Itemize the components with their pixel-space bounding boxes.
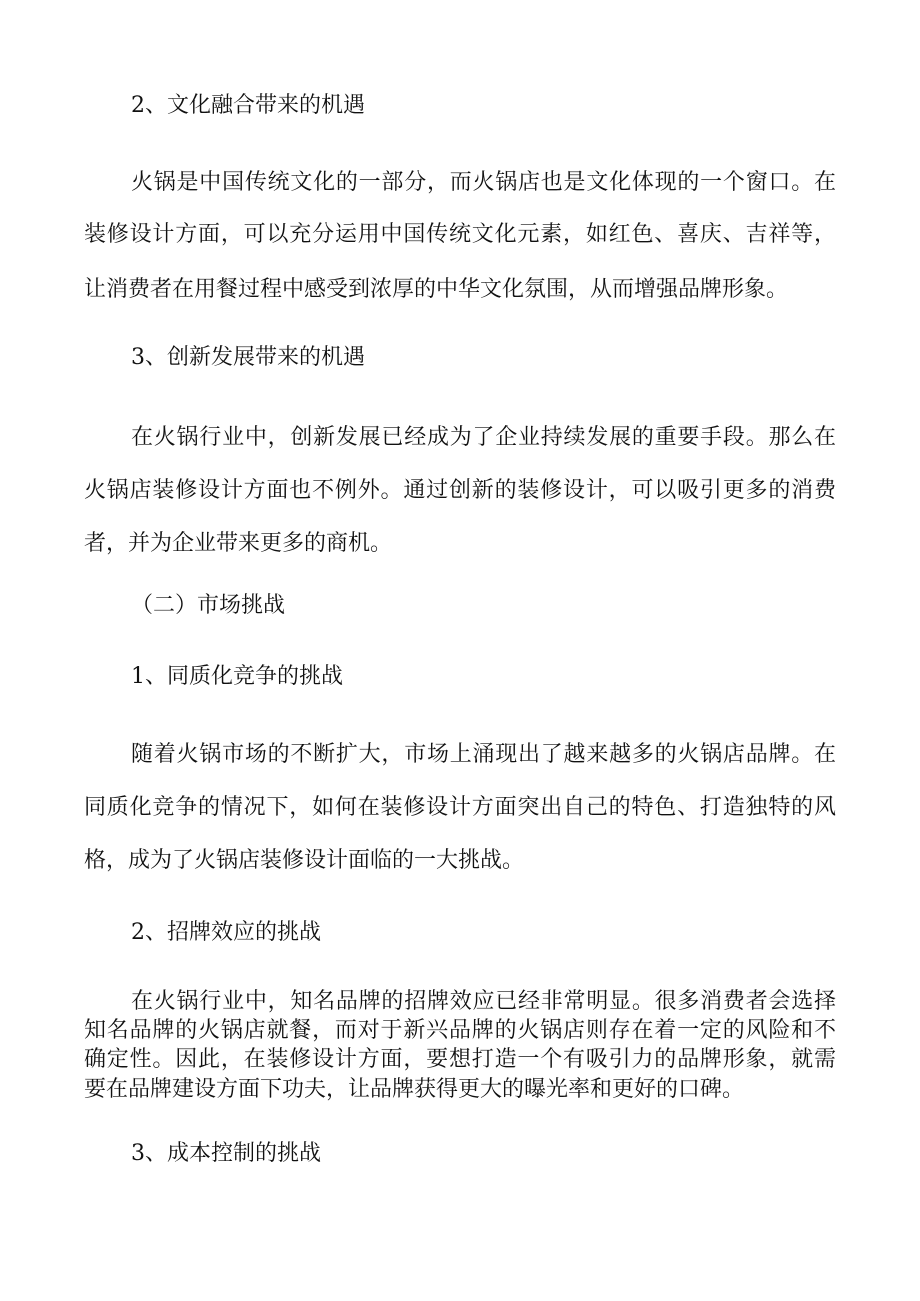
- paragraph-line: 格，成为了火锅店装修设计面临的一大挑战。: [84, 848, 525, 873]
- paragraph-line: 要在品牌建设方面下功夫，让品牌获得更大的曝光率和更好的口碑。: [84, 1077, 745, 1102]
- section-heading: 1、同质化竞争的挑战: [131, 664, 343, 689]
- section-heading: 3、创新发展带来的机遇: [131, 345, 365, 370]
- paragraph-line: 在火锅行业中，知名品牌的招牌效应已经非常明显。很多消费者会选择: [131, 989, 836, 1014]
- section-heading: 2、招牌效应的挑战: [131, 920, 321, 945]
- paragraph-line: 者，并为企业带来更多的商机。: [84, 531, 393, 556]
- section-heading: 2、文化融合带来的机遇: [131, 93, 365, 118]
- paragraph-line: 随着火锅市场的不断扩大，市场上涌现出了越来越多的火锅店品牌。在: [131, 742, 836, 767]
- paragraph-line: 让消费者在用餐过程中感受到浓厚的中华文化氛围，从而增强品牌形象。: [84, 277, 789, 302]
- section-heading: 3、成本控制的挑战: [131, 1141, 321, 1166]
- subsection-title: （二）市场挑战: [131, 593, 286, 618]
- paragraph-line: 同质化竞争的情况下，如何在装修设计方面突出自己的特色、打造独特的风: [84, 795, 836, 820]
- paragraph-line: 在火锅行业中，创新发展已经成为了企业持续发展的重要手段。那么在: [131, 425, 836, 450]
- paragraph-line: 火锅是中国传统文化的一部分，而火锅店也是文化体现的一个窗口。在: [131, 170, 836, 195]
- paragraph-line: 火锅店装修设计方面也不例外。通过创新的装修设计，可以吸引更多的消费: [84, 478, 836, 503]
- paragraph-line: 知名品牌的火锅店就餐，而对于新兴品牌的火锅店则存在着一定的风险和不: [84, 1018, 836, 1043]
- paragraph-line: 装修设计方面，可以充分运用中国传统文化元素，如红色、喜庆、吉祥等，: [84, 222, 836, 247]
- paragraph-line: 确定性。因此，在装修设计方面，要想打造一个有吸引力的品牌形象，就需: [84, 1047, 836, 1072]
